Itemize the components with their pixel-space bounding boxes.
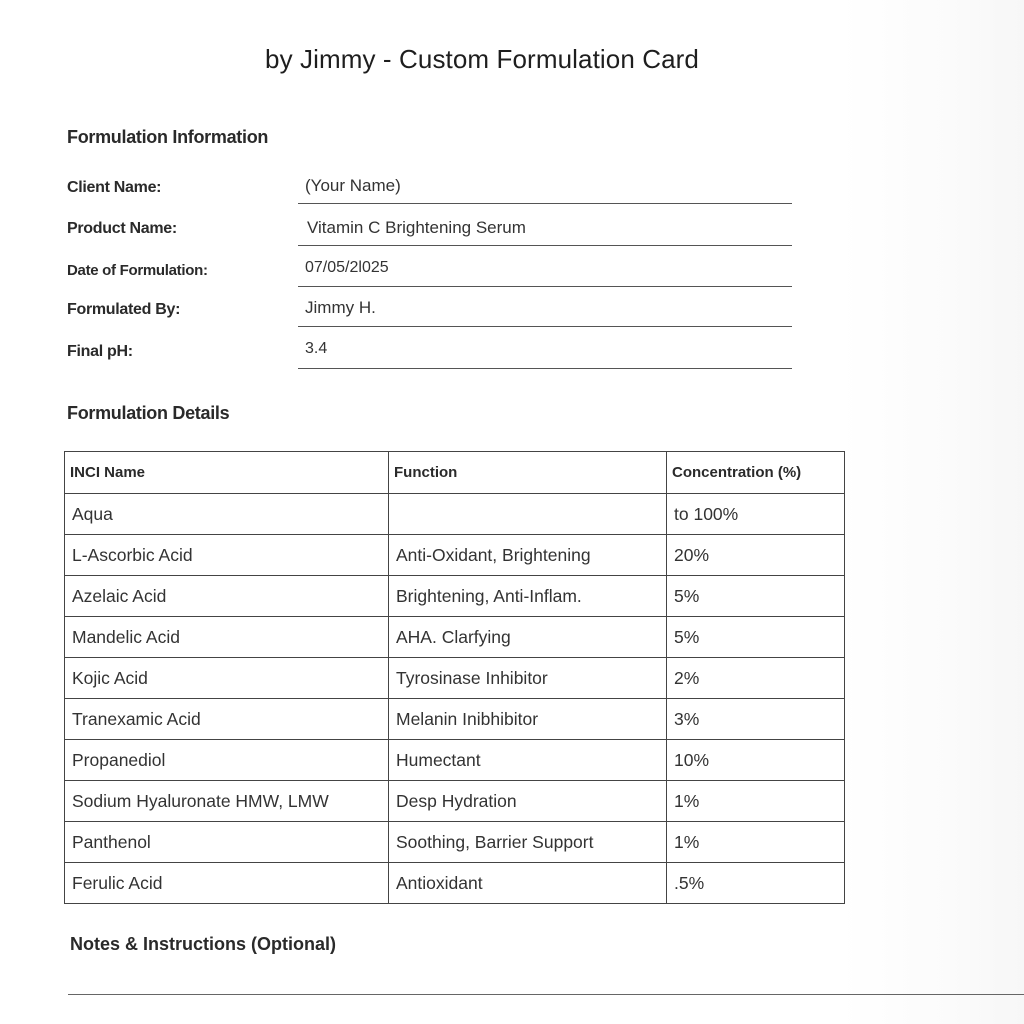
product-name-label: Product Name: bbox=[67, 220, 177, 237]
date-of-formulation-underline bbox=[298, 286, 792, 287]
client-name-label: Client Name: bbox=[67, 179, 162, 196]
concentration-cell: 5% bbox=[667, 617, 845, 658]
table-row bbox=[65, 658, 845, 699]
concentration-cell: 20% bbox=[667, 535, 845, 576]
function-cell: AHA. Clarfying bbox=[389, 617, 667, 658]
inci-name-cell: Kojic Acid bbox=[65, 658, 389, 699]
formulation-details-heading: Formulation Details bbox=[67, 403, 230, 423]
table-row bbox=[65, 617, 845, 658]
scan-shadow-edge bbox=[840, 0, 1024, 1024]
formulation-information-heading: Formulation Information bbox=[67, 127, 269, 147]
concentration-cell: 1% bbox=[667, 781, 845, 822]
function-cell: Soothing, Barrier Support bbox=[389, 822, 667, 863]
concentration-cell: 2% bbox=[667, 658, 845, 699]
inci-name-cell: Azelaic Acid bbox=[65, 576, 389, 617]
date-of-formulation-label: Date of Formulation: bbox=[67, 262, 208, 279]
formulated-by-underline bbox=[298, 326, 792, 327]
function-cell bbox=[389, 494, 667, 535]
table-row bbox=[65, 822, 845, 863]
client-name-underline bbox=[298, 203, 792, 204]
document-title: by Jimmy - Custom Formulation Card bbox=[265, 44, 699, 74]
inci-name-cell: Sodium Hyaluronate HMW, LMW bbox=[65, 781, 389, 822]
inci-name-cell: L-Ascorbic Acid bbox=[65, 535, 389, 576]
final-ph-underline bbox=[298, 368, 792, 369]
table-row bbox=[65, 740, 845, 781]
table-row bbox=[65, 576, 845, 617]
function-cell: Anti-Oxidant, Brightening bbox=[389, 535, 667, 576]
inci-name-cell: Aqua bbox=[65, 494, 389, 535]
product-name-value: Vitamin C Brightening Serum bbox=[307, 218, 526, 237]
function-cell: Melanin Inibhibitor bbox=[389, 699, 667, 740]
date-of-formulation-value: 07/05/2l025 bbox=[305, 259, 389, 276]
formulation-details-table bbox=[64, 451, 845, 904]
function-cell: Tyrosinase Inhibitor bbox=[389, 658, 667, 699]
concentration-cell: 1% bbox=[667, 822, 845, 863]
final-ph-value: 3.4 bbox=[305, 340, 328, 357]
notes-instructions-heading: Notes & Instructions (Optional) bbox=[70, 934, 337, 954]
concentration-cell: to 100% bbox=[667, 494, 845, 535]
table-row bbox=[65, 781, 845, 822]
final-ph-label: Final pH: bbox=[67, 343, 133, 360]
table-row bbox=[65, 699, 845, 740]
table-row bbox=[65, 494, 845, 535]
column-header-concentration: Concentration (%) bbox=[667, 452, 845, 494]
formulated-by-label: Formulated By: bbox=[67, 301, 181, 318]
table-row bbox=[65, 535, 845, 576]
inci-name-cell: Tranexamic Acid bbox=[65, 699, 389, 740]
client-name-value: (Your Name) bbox=[305, 176, 401, 195]
concentration-cell: 3% bbox=[667, 699, 845, 740]
formulated-by-value: Jimmy H. bbox=[305, 298, 376, 317]
function-cell: Antioxidant bbox=[389, 863, 667, 904]
inci-name-cell: Ferulic Acid bbox=[65, 863, 389, 904]
notes-writing-line bbox=[68, 994, 1024, 995]
inci-name-cell: Propanediol bbox=[65, 740, 389, 781]
product-name-underline bbox=[298, 245, 792, 246]
function-cell: Brightening, Anti-Inflam. bbox=[389, 576, 667, 617]
concentration-cell: .5% bbox=[667, 863, 845, 904]
table-row bbox=[65, 863, 845, 904]
column-header-function: Function bbox=[389, 452, 667, 494]
table-header-row bbox=[65, 452, 845, 494]
concentration-cell: 5% bbox=[667, 576, 845, 617]
function-cell: Humectant bbox=[389, 740, 667, 781]
inci-name-cell: Mandelic Acid bbox=[65, 617, 389, 658]
concentration-cell: 10% bbox=[667, 740, 845, 781]
function-cell: Desp Hydration bbox=[389, 781, 667, 822]
inci-name-cell: Panthenol bbox=[65, 822, 389, 863]
column-header-inci-name: INCI Name bbox=[65, 452, 389, 494]
